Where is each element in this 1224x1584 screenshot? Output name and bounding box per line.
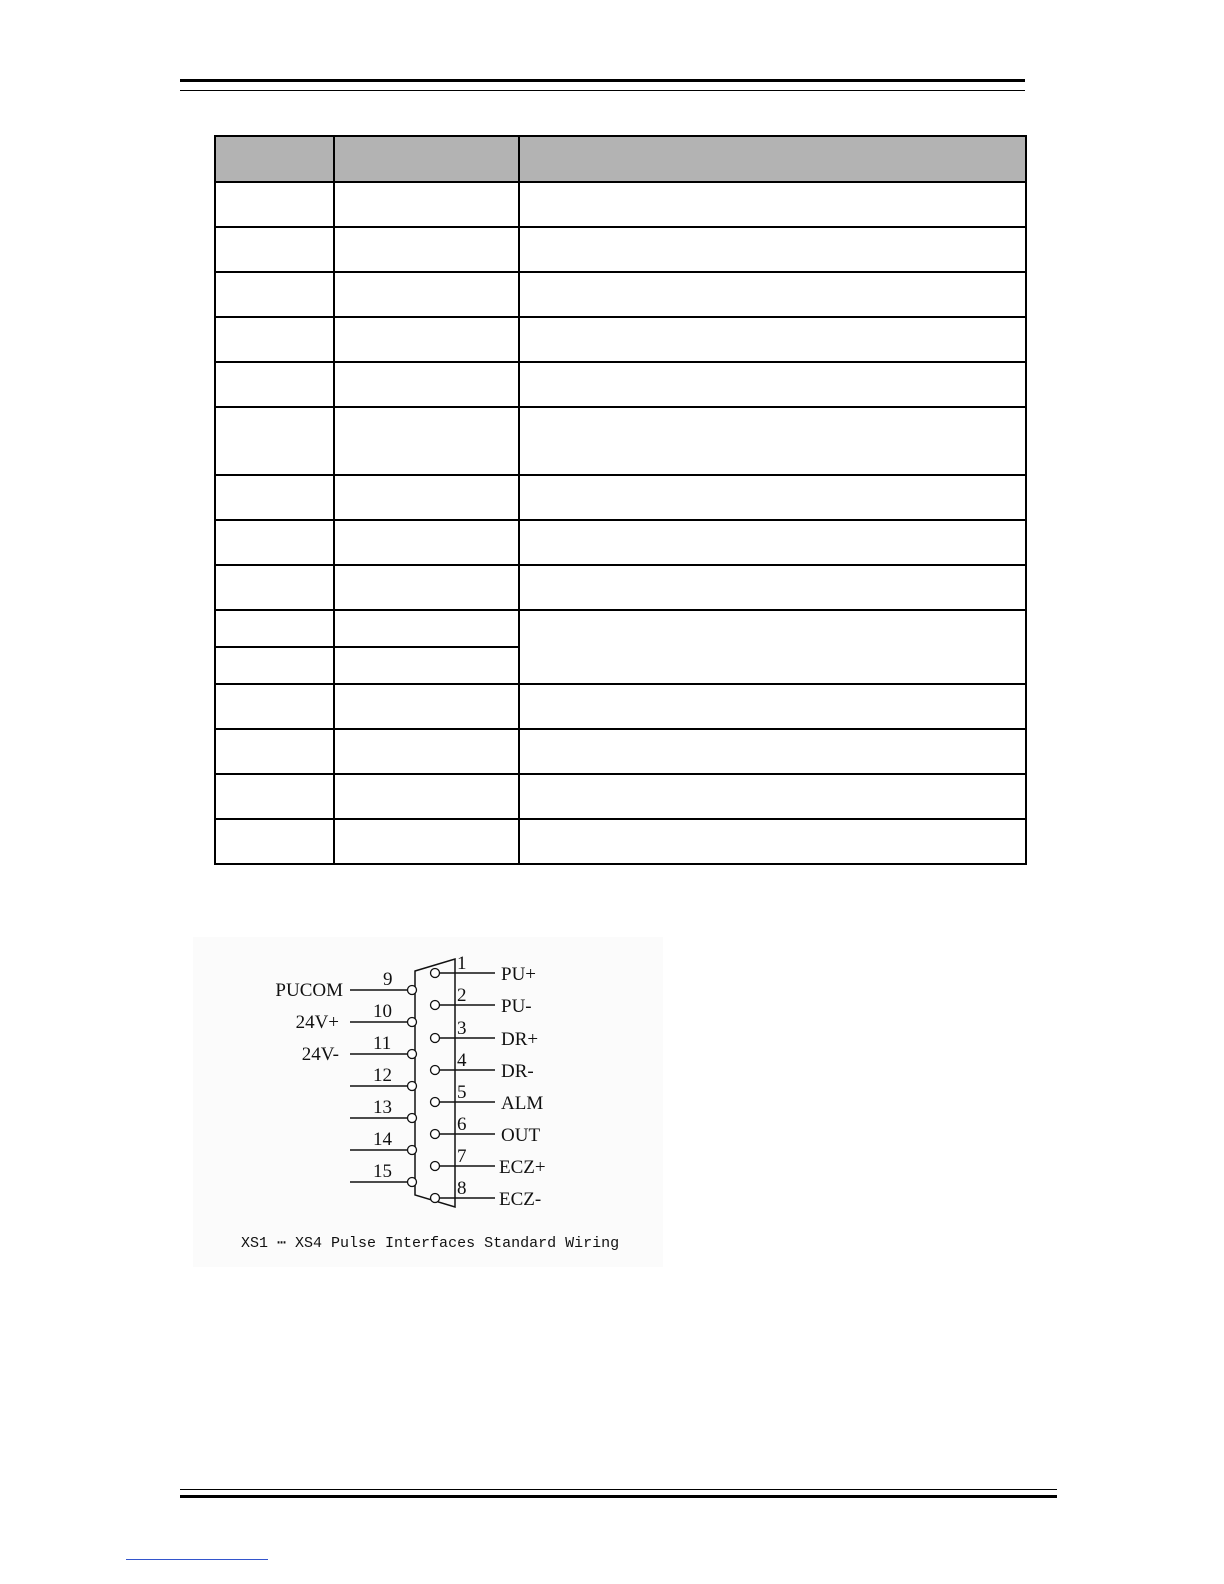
- left-pin-10: [296, 1001, 417, 1033]
- left-pin-15: [350, 1161, 417, 1187]
- header-cell-1: [215, 136, 334, 182]
- table-cell: [215, 272, 334, 317]
- left-pin-9: [275, 969, 416, 1001]
- right-pin-6: [431, 1114, 541, 1146]
- table-cell: [334, 475, 519, 520]
- table-cell: [334, 729, 519, 774]
- pin-number: 12: [373, 1065, 392, 1086]
- pin-contact: [408, 1114, 417, 1123]
- pin-contact: [431, 1001, 440, 1010]
- table-cell: [519, 684, 1026, 729]
- signal-label: DR-: [501, 1061, 534, 1082]
- left-pin-12: [350, 1065, 417, 1091]
- left-pin-11: [302, 1033, 417, 1065]
- pin-contact: [431, 969, 440, 978]
- footer-rule-thick: [180, 1495, 1057, 1498]
- right-pin-3: [431, 1018, 539, 1050]
- pin-number: 2: [457, 985, 467, 1006]
- table-row: [215, 520, 1026, 565]
- pin-contact: [431, 1130, 440, 1139]
- table-row: [215, 610, 1026, 647]
- table-cell: [334, 819, 519, 864]
- pin-number: 3: [457, 1018, 467, 1039]
- footer-rule-thin: [180, 1489, 1057, 1490]
- db15-wiring-diagram: [193, 937, 663, 1267]
- signal-label: OUT: [501, 1125, 541, 1146]
- table-cell: [334, 407, 519, 475]
- pin-number: 15: [373, 1161, 392, 1182]
- header-cell-2: [334, 136, 519, 182]
- signal-label: ALM: [501, 1093, 544, 1114]
- signal-label: 24V-: [301, 1044, 339, 1065]
- table-cell: [519, 520, 1026, 565]
- table-row: [215, 729, 1026, 774]
- table-cell: [215, 647, 334, 684]
- table-cell: [334, 227, 519, 272]
- pin-number: 4: [457, 1050, 467, 1071]
- pin-contact: [408, 1178, 417, 1187]
- table-cell: [519, 182, 1026, 227]
- table-row: [215, 774, 1026, 819]
- right-pin-2: [431, 985, 532, 1017]
- table-cell: [334, 565, 519, 610]
- pin-number: 8: [457, 1178, 467, 1199]
- signal-label: ECZ-: [499, 1189, 542, 1210]
- pin-contact: [408, 1050, 417, 1059]
- table-row: [215, 272, 1026, 317]
- signal-label: PUCOM: [275, 980, 343, 1001]
- signal-label: 24V+: [295, 1012, 339, 1033]
- table-cell: [519, 227, 1026, 272]
- table-row: [215, 684, 1026, 729]
- pin-contact: [408, 986, 417, 995]
- pin-contact: [408, 1082, 417, 1091]
- table-cell: [519, 317, 1026, 362]
- table-cell: [519, 272, 1026, 317]
- merged-table-cell: [519, 610, 1026, 684]
- table-cell: [334, 647, 519, 684]
- table-cell: [519, 729, 1026, 774]
- pin-number: 14: [373, 1129, 392, 1150]
- header-rule-thin: [180, 90, 1025, 91]
- table-cell: [215, 684, 334, 729]
- table-header-row: [215, 136, 1026, 182]
- table-cell: [334, 182, 519, 227]
- pin-number: 5: [457, 1082, 467, 1103]
- table-cell: [215, 407, 334, 475]
- table-row: [215, 475, 1026, 520]
- table-cell: [519, 774, 1026, 819]
- left-pin-14: [350, 1129, 417, 1155]
- table-row: [215, 819, 1026, 864]
- table-cell: [215, 610, 334, 647]
- pin-number: 11: [373, 1033, 392, 1054]
- table-cell: [519, 565, 1026, 610]
- pin-number: 6: [457, 1114, 467, 1135]
- table-cell: [215, 182, 334, 227]
- pin-number: 10: [373, 1001, 392, 1022]
- pin-contact: [408, 1018, 417, 1027]
- footer-link-underline[interactable]: [126, 1559, 268, 1560]
- table-cell: [334, 520, 519, 565]
- pin-definition-table: [214, 135, 1027, 865]
- table-row: [215, 317, 1026, 362]
- table-row: [215, 565, 1026, 610]
- pin-contact: [431, 1194, 440, 1203]
- table-cell: [519, 407, 1026, 475]
- table-cell: [215, 729, 334, 774]
- pin-number: 9: [383, 969, 393, 990]
- diagram-caption: XS1 ⋯ XS4 Pulse Interfaces Standard Wiring: [241, 1235, 620, 1252]
- right-pin-5: [431, 1082, 544, 1114]
- pin-contact: [431, 1098, 440, 1107]
- table-cell: [215, 520, 334, 565]
- table-cell: [215, 475, 334, 520]
- table-cell: [334, 362, 519, 407]
- right-pin-7: [431, 1146, 546, 1178]
- table-cell: [215, 317, 334, 362]
- table-cell: [215, 774, 334, 819]
- table-cell: [215, 227, 334, 272]
- header-rule-thick: [180, 79, 1025, 82]
- table-cell: [334, 774, 519, 819]
- table-cell: [215, 362, 334, 407]
- table-cell: [334, 272, 519, 317]
- right-pin-4: [431, 1050, 534, 1082]
- table-row: [215, 407, 1026, 475]
- pin-number: 7: [457, 1146, 467, 1167]
- header-cell-3: [519, 136, 1026, 182]
- table-cell: [334, 684, 519, 729]
- left-pin-13: [350, 1097, 417, 1123]
- pin-number: 1: [457, 953, 467, 974]
- signal-label: PU-: [501, 996, 532, 1017]
- pin-contact: [431, 1066, 440, 1075]
- table-row: [215, 182, 1026, 227]
- table-cell: [215, 565, 334, 610]
- signal-label: DR+: [501, 1029, 539, 1050]
- right-pin-1: [431, 953, 537, 985]
- table-cell: [519, 475, 1026, 520]
- pin-number: 13: [373, 1097, 392, 1118]
- pin-contact: [431, 1162, 440, 1171]
- table-cell: [215, 819, 334, 864]
- pin-contact: [431, 1034, 440, 1043]
- table-row: [215, 227, 1026, 272]
- table-cell: [519, 819, 1026, 864]
- table-row: [215, 362, 1026, 407]
- signal-label: PU+: [501, 964, 537, 985]
- table-cell: [519, 362, 1026, 407]
- signal-label: ECZ+: [499, 1157, 546, 1178]
- table-cell: [334, 610, 519, 647]
- pin-contact: [408, 1146, 417, 1155]
- table-cell: [334, 317, 519, 362]
